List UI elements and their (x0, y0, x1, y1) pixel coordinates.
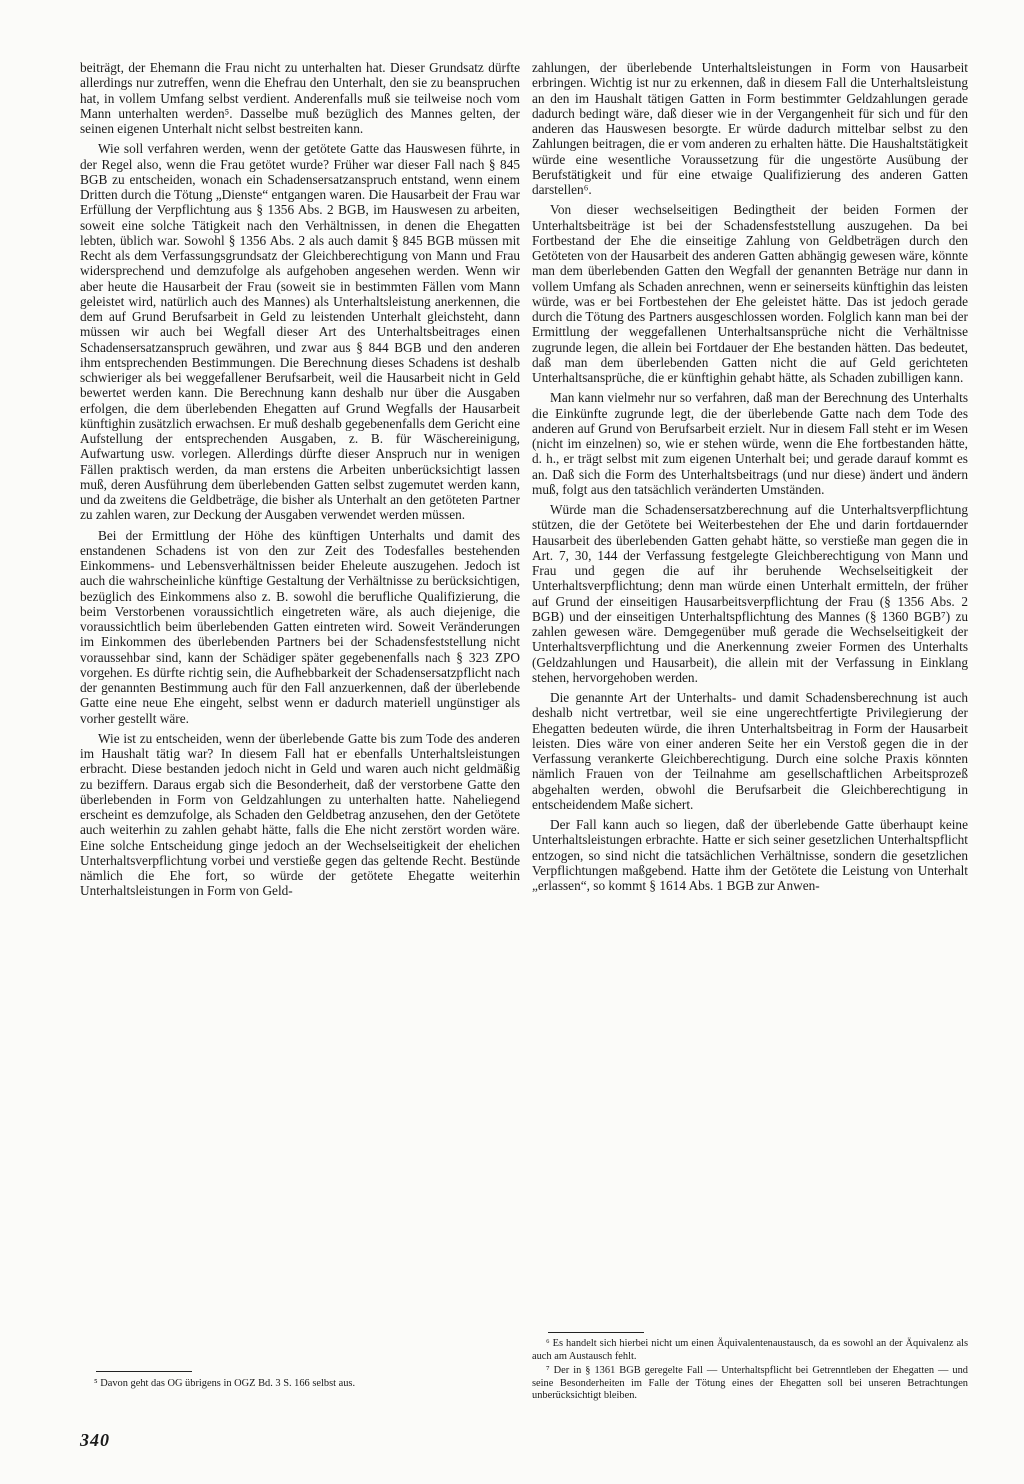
paragraph: Von dieser wechselseitigen Bedingtheit der beiden Formen der Unterhaltsbeiträge ist bei der Schadensfeststellung auszugehen. Da bei Fortbestand der Ehe die einseitige Zahlung von Geldbeträgen durch den Getöteten von der Hausarbeit des anderen Gatten abhängig gewesen wäre, könnte man dem überlebenden Gatten den Wegfall der genannten Beträge nur dann in vollem Umfang als Schaden anrechnen, wenn er seinerseits künftighin das leisten würde, was er bei Fortbestehen der Ehe geleistet hätte. Das ist jedoch gerade durch die Tötung des Partners ausgeschlossen worden. Folglich kann man bei der Ermittlung der weggefallenen Unterhaltsansprüche nicht die Verhältnisse zugrunde legen, die allein bei Fortdauer der Ehe bestanden hätten. Das bedeutet, daß man dem überlebenden Gatten nicht die auf Geld gerichteten Unterhaltsansprüche, die er künftighin gehabt hätte, als Schaden zubilligen kann. (532, 202, 968, 385)
paragraph: Wie soll verfahren werden, wenn der getötete Gatte das Hauswesen führte, in der Regel also, wenn die Frau getötet wurde? Früher war dieser Fall nach § 845 BGB zu entscheiden, wonach ein Schadensersatzanspruch entstand, wenn einem Dritten durch die Tötung „Dienste“ entgangen waren. Die Hausarbeit der Frau war Erfüllung der Verpflichtung aus § 1356 Abs. 2 BGB, im Hauswesen zu arbeiten, soweit eine solche Tätigkeit nach den Verhältnissen, in denen die Ehegatten lebten, üblich war. Sowohl § 1356 Abs. 2 als auch damit § 845 BGB müssen mit Recht als dem Verfassungsgrundsatz der Gleichberechtigung von Mann und Frau widersprechend und demzufolge als aufgehoben angesehen werden. Wenn wir aber heute die Hausarbeit der Frau (soweit sie in bestimmten Fällen vom Mann geleistet wird, natürlich auch des Mannes) als Unterhaltsleistung anerkennen, die dem auf Grund Berufsarbeit in Geld zu leistenden Unterhalt gleichsteht, dann müssen wir auch bei Wegfall dieser Art des Unterhaltsbeitrages einen Schadensersatzanspruch gewähren, und zwar aus § 844 BGB und den anderen ihm entsprechenden Bestimmungen. Die Berechnung dieses Schadens ist deshalb schwieriger als bei weggefallener Berufsarbeit, weil die Hausarbeit nicht in Geld bewertet werden kann. Die Berechnung kann deshalb nur über die Ausgaben erfolgen, die dem überlebenden Ehegatten auf Grund Wegfalls der Hausarbeit künftighin zusätzlich erwachsen. Er muß deshalb gegebenenfalls dem Gericht eine Aufstellung der entsprechenden Ausgaben, z. B. für Wäschereinigung, Aufwartung usw. vorlegen. Allerdings dürfte dieser Anspruch nur in wenigen Fällen praktisch werden, da man erstens die Arbeiten unberücksichtigt lassen muß, deren Ausführung dem überlebenden Gatten selbst zugemutet werden kann, und da zweitens die Geldbeträge, die bisher als Unterhalt an den getöteten Partner zu zahlen waren, zur Deckung der Ausgaben verwendet werden müssen. (80, 141, 520, 523)
footnote: ⁷ Der in § 1361 BGB geregelte Fall — Unterhaltspflicht bei Getrenntleben der Ehegatten — und seine Besonderheiten im Falle der Tötung eines der Ehegatten soll bei unseren Betrachtungen unberücksichtigt bleiben. (532, 1365, 968, 1401)
paragraph: Der Fall kann auch so liegen, daß der überlebende Gatte überhaupt keine Unterhaltsleistungen erbrachte. Hatte er sich seiner gesetzlichen Unterhaltspflicht entzogen, so sind nicht die tatsächlichen Verhältnisse, sondern die gesetzlichen Verpflichtungen maßgebend. Hatte ihm der Getötete die Leistung von Unterhalt „erlassen“, so kommt § 1614 Abs. 1 BGB zur Anwen- (532, 817, 968, 893)
paragraph: Würde man die Schadensersatzberechnung auf die Unterhaltsverpflichtung stützen, die der Getötete bei Weiterbestehen der Ehe und darin fortdauernder Hausarbeit des überlebenden Gatten gehabt hätte, so verstieße man gegen die in Art. 7, 30, 144 der Verfassung festgelegte Gleichberechtigung von Mann und Frau und gegen die auf ihr beruhende Wechselseitigkeit der Unterhaltsverpflichtung; denn man würde einen Unterhalt ermitteln, der früher auf Grund der einseitigen Hausarbeitsverpflichtung der Frau (§ 1356 Abs. 2 BGB) und der einseitigen Unterhaltspflichtung des Mannes (§ 1360 BGB⁷) zu zahlen gewesen wäre. Demgegenüber muß gerade die Wechselseitigkeit der Unterhaltsverpflichtung und die Anerkennung zweier Formen des Unterhalts (Geldzahlungen und Hausarbeit), die allein mit der Verfassung in Einklang stehen, hervorgehoben werden. (532, 502, 968, 685)
paragraph: beiträgt, der Ehemann die Frau nicht zu unterhalten hat. Dieser Grundsatz dürfte allerdings nur zutreffen, wenn die Ehefrau den Unterhalt, den sie zu beanspruchen hat, in vollem Umfang selbst verdient. Anderenfalls muß sie teilweise noch vom Mann unterhalten werden⁵. Dasselbe muß bezüglich des Mannes gelten, der seinen eigenen Unterhalt nicht selbst bestreiten kann. (80, 60, 520, 136)
paragraph: zahlungen, der überlebende Unterhaltsleistungen in Form von Hausarbeit erbringen. Wichtig ist nur zu erkennen, daß in diesem Fall die Unterhaltsleistung an den im Haushalt tätigen Gatten in Form bestimmter Geldzahlungen gerade dadurch bedingt wäre, daß dieser wie in der Vergangenheit für sich und für den anderen das Hauswesen besorgte. Er würde dadurch mittelbar selbst zu den Zahlungen beitragen, die er vom anderen zu erhalten hätte. Die Haushaltstätigkeit würde eine wesentliche Voraussetzung für die ungestörte Ausübung der Berufstätigkeit und für eine etwaige Qualifizierung des anderen Gatten darstellen⁶. (532, 60, 968, 197)
right-column (532, 60, 968, 898)
footnote: ⁵ Davon geht das OG übrigens in OGZ Bd. 3 S. 166 selbst aus. (94, 1378, 356, 1389)
paragraph: Man kann vielmehr nur so verfahren, daß man der Berechnung des Unterhalts die Einkünfte zugrunde legt, die der überlebende Gatte nach dem Tode des anderen auf Grund von Berufsarbeit erzielt. Nur in diesem Fall steht er im Wesen (nicht im einzelnen) so, wie er stehen würde, wenn die Ehe fortbestanden hätte, d. h., er trägt selbst mit zum eigenen Unterhalt bei; und gerade darauf kommt es an. Daß sich die Form des Unterhaltsbeitrags (und nur diese) ändert und ändern muß, folgt aus den tatsächlich veränderten Umständen. (532, 390, 968, 497)
right-footnotes (532, 1338, 968, 1405)
footnote-rule (548, 1332, 644, 1333)
paragraph: Wie ist zu entscheiden, wenn der überlebende Gatte bis zum Tode des anderen im Haushalt tätig war? In diesem Fall hat er ebenfalls Unterhaltsleistungen erbracht. Diese bestanden jedoch nicht in Geld und waren auch nicht geldmäßig zu beziffern. Daraus ergab sich die Besonderheit, daß der verstorbene Gatte den überlebenden in Form von Geldzahlungen zu unterhalten hatte. Naheliegend erscheint es demzufolge, als Schaden den Geldbetrag anzusehen, den der Getötete auch weiterhin zu zahlen gehabt hätte, falls die Ehe nicht zerstört worden wäre. Eine solche Entscheidung ginge jedoch an der Wechselseitigkeit der ehelichen Unterhaltsverpflichtung vorbei und verstieße gegen das geltende Recht. Bestünde nämlich die Ehe fort, so würde der getötete Ehegatte weiterhin Unterhaltsleistungen in Form von Geld- (80, 730, 520, 899)
left-column (80, 60, 520, 904)
paragraph: Bei der Ermittlung der Höhe des künftigen Unterhalts und damit des enstandenen Schadens ist von den zur Zeit des Todesfalles bestehenden Einkommens- und Lebensverhältnissen beider Eheleute auszugehen. Jedoch ist auch die wahrscheinliche künftige Gestaltung der Verhältnisse zu berücksichtigen, bezüglich des Einkommens also z. B. sowohl die berufliche Qualifizierung, die beim Verstorbenen voraussichtlich eingetreten wäre, als auch diejenige, die voraussichtlich beim überlebenden Gatten eintreten wird. Soweit Veränderungen im Einkommen des überlebenden Partners bei der Schadensfeststellung nicht voraussehbar sind, kann der Schädiger später gegebenenfalls nach § 323 ZPO vorgehen. Es dürfte richtig sein, die Aufhebbarkeit der Schadensersatzpflicht nach der genannten Bestimmung auch für den Fall anzuerkennen, daß der überlebende Gatte eine neue Ehe eingeht, selbst wenn er dadurch materiell ungünstiger als vorher gestellt wäre. (80, 527, 520, 726)
footnote: ⁶ Es handelt sich hierbei nicht um einen Äquivalentenaustausch, da es sowohl an der Äquivalenz als auch am Austausch fehlt. (532, 1338, 968, 1362)
left-footnotes (80, 1378, 520, 1393)
paragraph: Die genannte Art der Unterhalts- und damit Schadensberechnung ist auch deshalb nicht vertretbar, weil sie eine ungerechtfertigte Privilegierung der Ehegatten bedeuten würde, die ihren Unterhaltsbeitrag in Form der Hausarbeit leisten. Dies wäre von einer anderen Seite her ein Verstoß gegen die in der Verfassung verankerte Gleichberechtigung. Durch eine solche Praxis könnten nämlich Frauen von der Teilnahme am gesellschaftlichen Arbeitsprozeß abgehalten werden, obwohl die Berufsarbeit die Gleichberechtigung in entscheidendem Maße sichert. (532, 690, 968, 812)
footnote-rule (96, 1371, 192, 1372)
page-number: 340 (80, 1430, 110, 1450)
